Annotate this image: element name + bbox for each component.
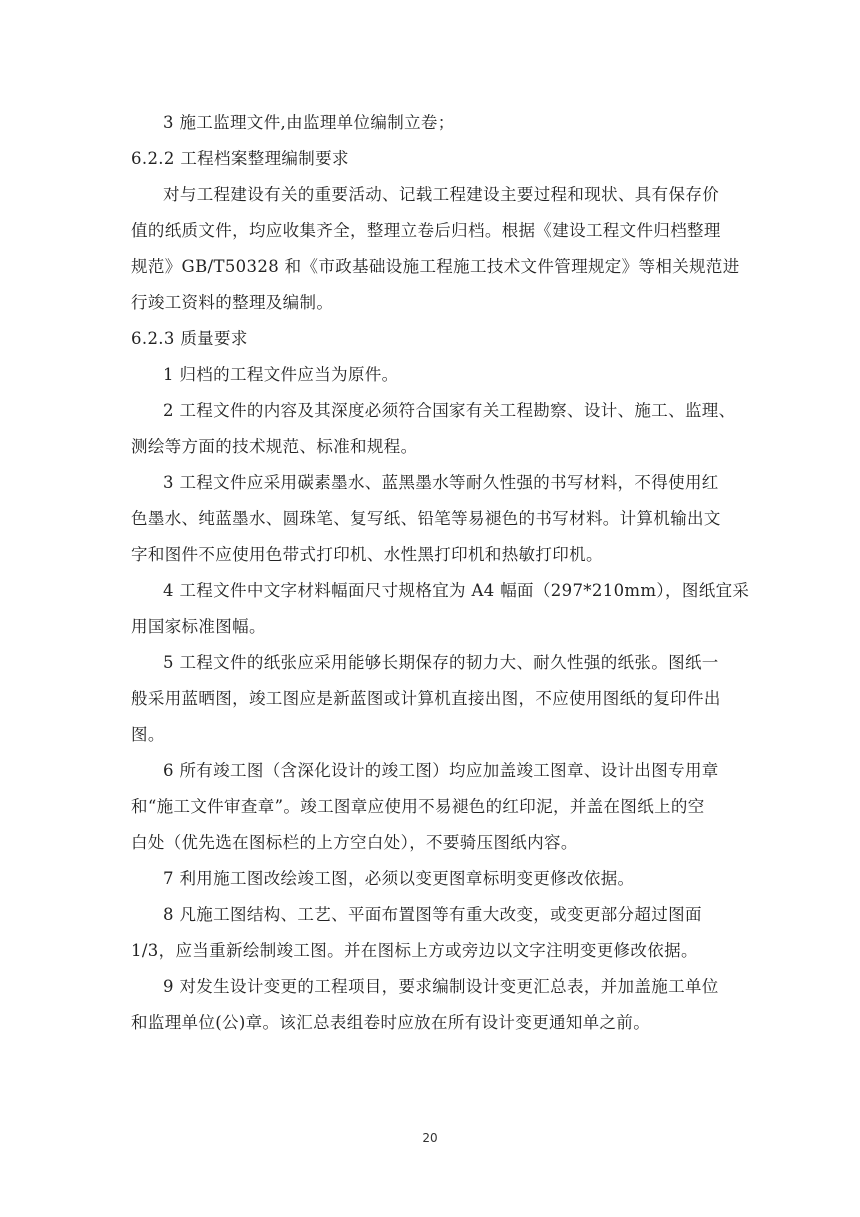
list-item-5: 5 工程文件的纸张应采用能够长期保存的韧力大、耐久性强的纸张。图纸一 bbox=[163, 653, 719, 672]
list-item-6-cont: 和“施工文件审查章”。竣工图章应使用不易褪色的红印泥，并盖在图纸上的空 bbox=[131, 797, 705, 816]
list-item-4: 4 工程文件中文字材料幅面尺寸规格宜为 A4 幅面（297*210mm），图纸宜采 bbox=[163, 581, 750, 600]
paragraph-line: 值的纸质文件，均应收集齐全，整理立卷后归档。根据《建设工程文件归档整理 bbox=[131, 221, 721, 240]
list-item-1: 1 归档的工程文件应当为原件。 bbox=[163, 365, 399, 384]
list-item-5-cont: 图。 bbox=[131, 725, 165, 744]
list-item-4-cont: 用国家标准图幅。 bbox=[131, 617, 266, 636]
paragraph-line: 对与工程建设有关的重要活动、记载工程建设主要过程和现状、具有保存价 bbox=[163, 185, 720, 204]
list-item-6: 6 所有竣工图（含深化设计的竣工图）均应加盖竣工图章、设计出图专用章 bbox=[163, 761, 719, 780]
item-3-supervision-files: 3 施工监理文件,由监理单位编制立卷； bbox=[163, 113, 455, 132]
list-item-3: 3 工程文件应采用碳素墨水、蓝黑墨水等耐久性强的书写材料，不得使用红 bbox=[163, 473, 719, 492]
list-item-8-cont: 1/3，应当重新绘制竣工图。并在图标上方或旁边以文字注明变更修改依据。 bbox=[131, 941, 698, 960]
list-item-3-cont: 色墨水、纯蓝墨水、圆珠笔、复写纸、铅笔等易褪色的书写材料。计算机输出文 bbox=[131, 509, 721, 528]
list-item-2: 2 工程文件的内容及其深度必须符合国家有关工程勘察、设计、施工、监理、 bbox=[163, 401, 736, 420]
list-item-5-cont: 般采用蓝晒图，竣工图应是新蓝图或计算机直接出图，不应使用图纸的复印件出 bbox=[131, 689, 721, 708]
paragraph-line: 行竣工资料的整理及编制。 bbox=[131, 293, 334, 312]
list-item-6-cont: 白处（优先选在图标栏的上方空白处），不要骑压图纸内容。 bbox=[131, 833, 578, 852]
list-item-9-cont: 和监理单位(公)章。该汇总表组卷时应放在所有设计变更通知单之前。 bbox=[131, 1013, 651, 1032]
list-item-9: 9 对发生设计变更的工程项目，要求编制设计变更汇总表，并加盖施工单位 bbox=[163, 977, 719, 996]
paragraph-line: 规范》GB/T50328 和《市政基础设施工程施工技术文件管理规定》等相关规范进 bbox=[131, 257, 740, 276]
section-heading-6-2-2: 6.2.2 工程档案整理编制要求 bbox=[131, 149, 349, 168]
list-item-7: 7 利用施工图改绘竣工图，必须以变更图章标明变更修改依据。 bbox=[163, 869, 635, 888]
list-item-8: 8 凡施工图结构、工艺、平面布置图等有重大改变，或变更部分超过图面 bbox=[163, 905, 702, 924]
list-item-2-cont: 测绘等方面的技术规范、标准和规程。 bbox=[131, 437, 418, 456]
list-item-3-cont: 字和图件不应使用色带式打印机、水性黑打印机和热敏打印机。 bbox=[131, 545, 603, 564]
page-number: 20 bbox=[422, 1131, 438, 1145]
section-heading-6-2-3: 6.2.3 质量要求 bbox=[131, 329, 248, 348]
